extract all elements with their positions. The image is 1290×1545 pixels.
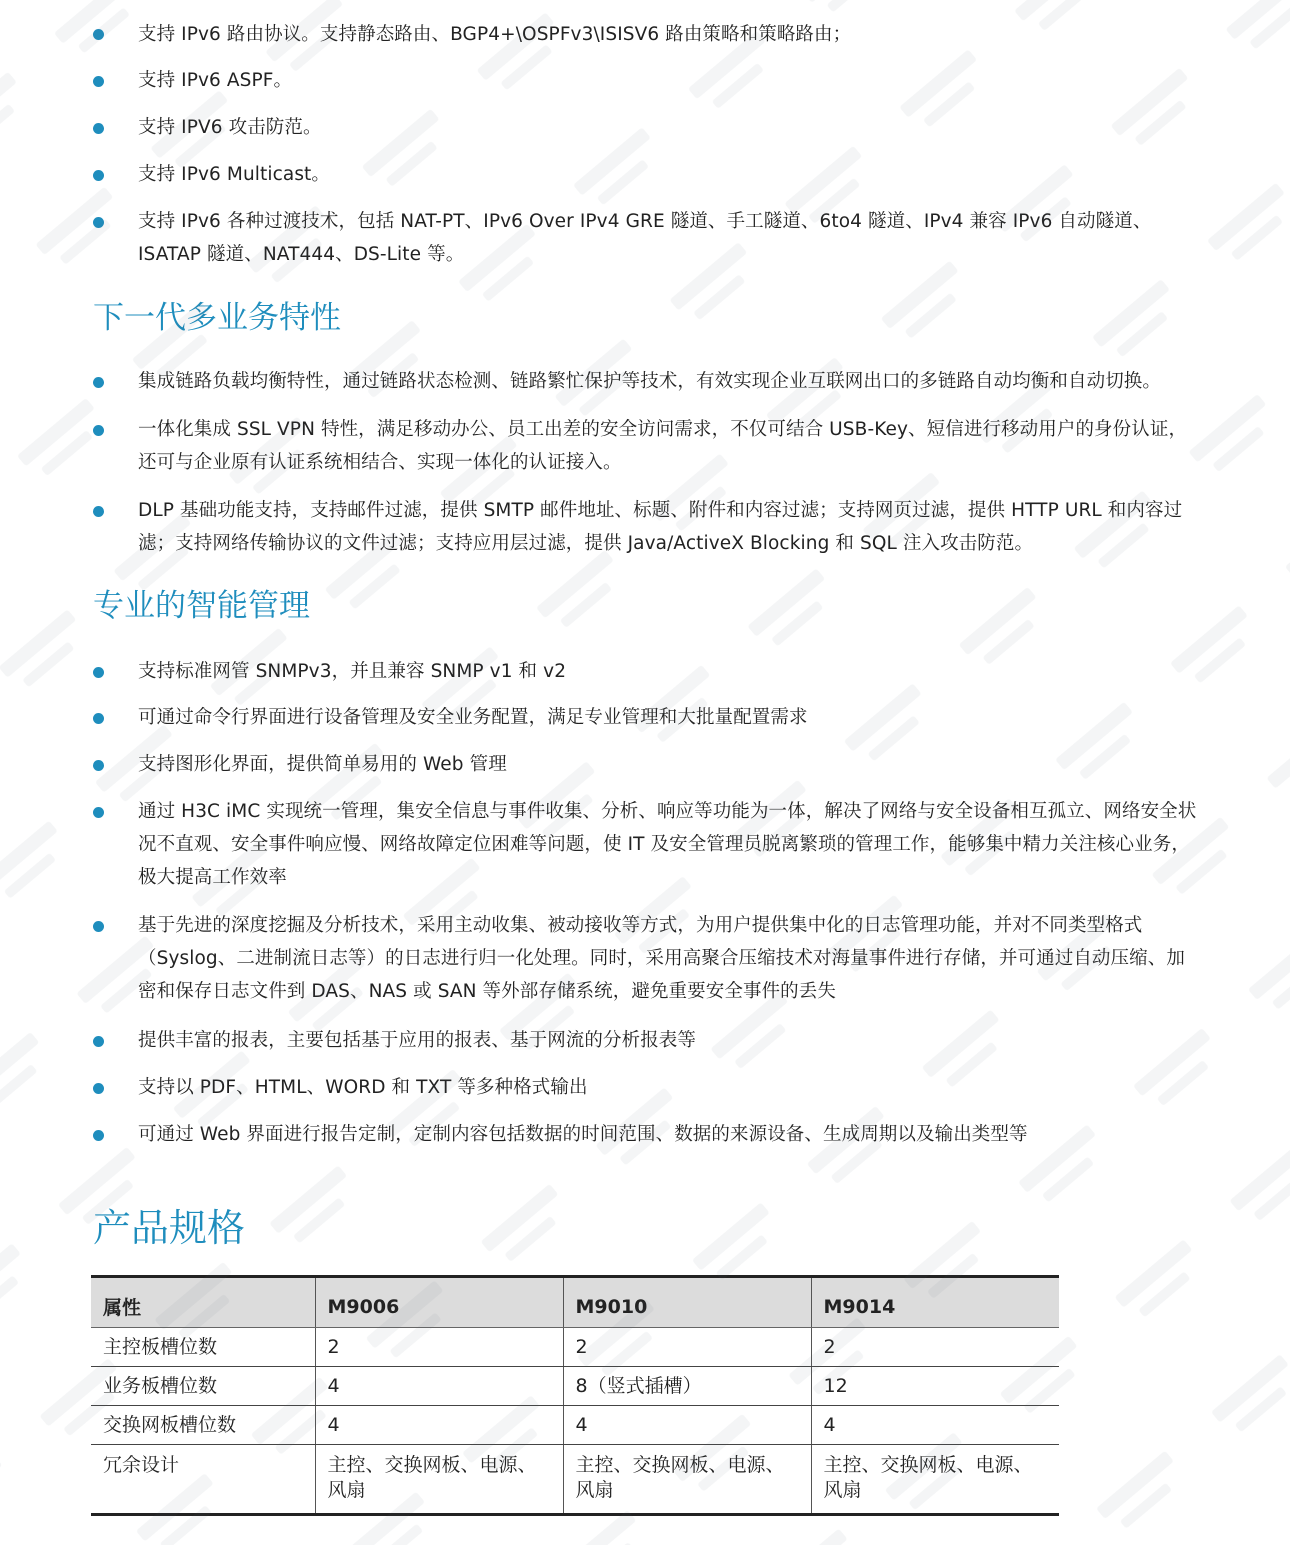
table-cell: 4 [315,1367,563,1406]
bullet-icon [93,1130,104,1141]
table-row [91,1328,1059,1367]
table-cell: 冗余设计 [91,1445,315,1515]
bullet-icon [93,217,104,228]
table-cell: 8（竖式插槽） [563,1367,811,1406]
bullet-icon [93,506,104,517]
table-cell: 业务板槽位数 [91,1367,315,1406]
table-cell: 2 [315,1328,563,1367]
table-cell: 12 [811,1367,1059,1406]
bullet-text: 支持 IPv6 路由协议。支持静态路由、BGP4+\OSPFv3\ISISV6 路由策略和策略路由； [138,24,852,45]
bullet-text: 支持 IPv6 各种过渡技术，包括 NAT-PT、IPv6 Over IPv4 GRE 隧道、手工隧道、6to4 隧道、IPv4 兼容 IPv6 自动隧道、ISATAP 隧道、NAT444、DS-Lite 等。 [138,211,1152,265]
bullet-text: DLP 基础功能支持，支持邮件过滤，提供 SMTP 邮件地址、标题、附件和内容过滤；支持网页过滤，提供 HTTP URL 和内容过滤；支持网络传输协议的文件过滤；支持应用层过滤，提供 Java/ActiveX Blocking 和 SQL 注入攻击防范。 [138,500,1183,554]
bullet-icon [93,377,104,388]
table-cell: 交换网板槽位数 [91,1406,315,1445]
bullet-text: 支持以 PDF、HTML、WORD 和 TXT 等多种格式输出 [138,1077,588,1098]
bullet-icon [93,667,104,678]
bullet-text: 集成链路负载均衡特性，通过链路状态检测、链路繁忙保护等技术，有效实现企业互联网出口的多链路自动均衡和自动切换。 [138,371,1162,392]
bullet-icon [93,921,104,932]
spec-table [91,1275,1059,1516]
table-cell: 主控、交换网板、电源、风扇 [563,1445,811,1515]
bullet-text: 支持 IPV6 攻击防范。 [138,117,322,138]
bullet-text: 支持 IPv6 ASPF。 [138,70,293,91]
bullet-icon [93,1083,104,1094]
table-header-cell: M9014 [811,1277,1059,1328]
bullet-icon [93,807,104,818]
table-cell: 主控、交换网板、电源、风扇 [811,1445,1059,1515]
bullet-icon [93,123,104,134]
bullet-icon [93,76,104,87]
bullet-icon [93,760,104,771]
table-cell: 主控、交换网板、电源、风扇 [315,1445,563,1515]
bullet-text: 通过 H3C iMC 实现统一管理，集安全信息与事件收集、分析、响应等功能为一体，解决了网络与安全设备相互孤立、网络安全状况不直观、安全事件响应慢、网络故障定位困难等问题，使 IT 及安全管理员脱离繁琐的管理工作，能够集中精力关注核心业务，极大提高工作效率 [138,801,1197,888]
section-heading-specs: 产品规格 [93,1206,246,1250]
bullet-icon [93,29,104,40]
table-header-cell: M9010 [563,1277,811,1328]
table-cell: 4 [563,1406,811,1445]
table-cell: 4 [315,1406,563,1445]
bullet-icon [93,713,104,724]
bullet-text: 基于先进的深度挖掘及分析技术，采用主动收集、被动接收等方式，为用户提供集中化的日志管理功能，并对不同类型格式（Syslog、二进制流日志等）的日志进行归一化处理。同时，采用高聚合压缩技术对海量事件进行存储，并可通过自动压缩、加密和保存日志文件到 DAS、NAS 或 SAN 等外部存储系统，避免重要安全事件的丢失 [138,915,1185,1002]
table-header-cell: M9006 [315,1277,563,1328]
bullet-text: 支持图形化界面，提供简单易用的 Web 管理 [138,754,507,775]
bullet-icon [93,425,104,436]
bullet-text: 支持 IPv6 Multicast。 [138,164,331,185]
table-row [91,1406,1059,1445]
table-row [91,1445,1059,1515]
table-cell: 2 [563,1328,811,1367]
table-header-row [91,1277,1059,1328]
table-row [91,1367,1059,1406]
table-header-cell: 属性 [91,1277,315,1328]
table-cell: 4 [811,1406,1059,1445]
bullet-text: 一体化集成 SSL VPN 特性，满足移动办公、员工出差的安全访问需求，不仅可结合 USB-Key、短信进行移动用户的身份认证，还可与企业原有认证系统相结合、实现一体化的认证接入。 [138,419,1188,473]
table-cell: 2 [811,1328,1059,1367]
bullet-text: 可通过 Web 界面进行报告定制，定制内容包括数据的时间范围、数据的来源设备、生成周期以及输出类型等 [138,1124,1028,1145]
section-heading-management: 专业的智能管理 [93,588,310,624]
bullet-text: 可通过命令行界面进行设备管理及安全业务配置，满足专业管理和大批量配置需求 [138,707,808,728]
table-cell: 主控板槽位数 [91,1328,315,1367]
bullet-icon [93,1036,104,1047]
bullet-text: 支持标准网管 SNMPv3，并且兼容 SNMP v1 和 v2 [138,661,567,682]
bullet-text: 提供丰富的报表，主要包括基于应用的报表、基于网流的分析报表等 [138,1030,697,1051]
section-heading-multiservice: 下一代多业务特性 [93,300,341,336]
bullet-icon [93,170,104,181]
